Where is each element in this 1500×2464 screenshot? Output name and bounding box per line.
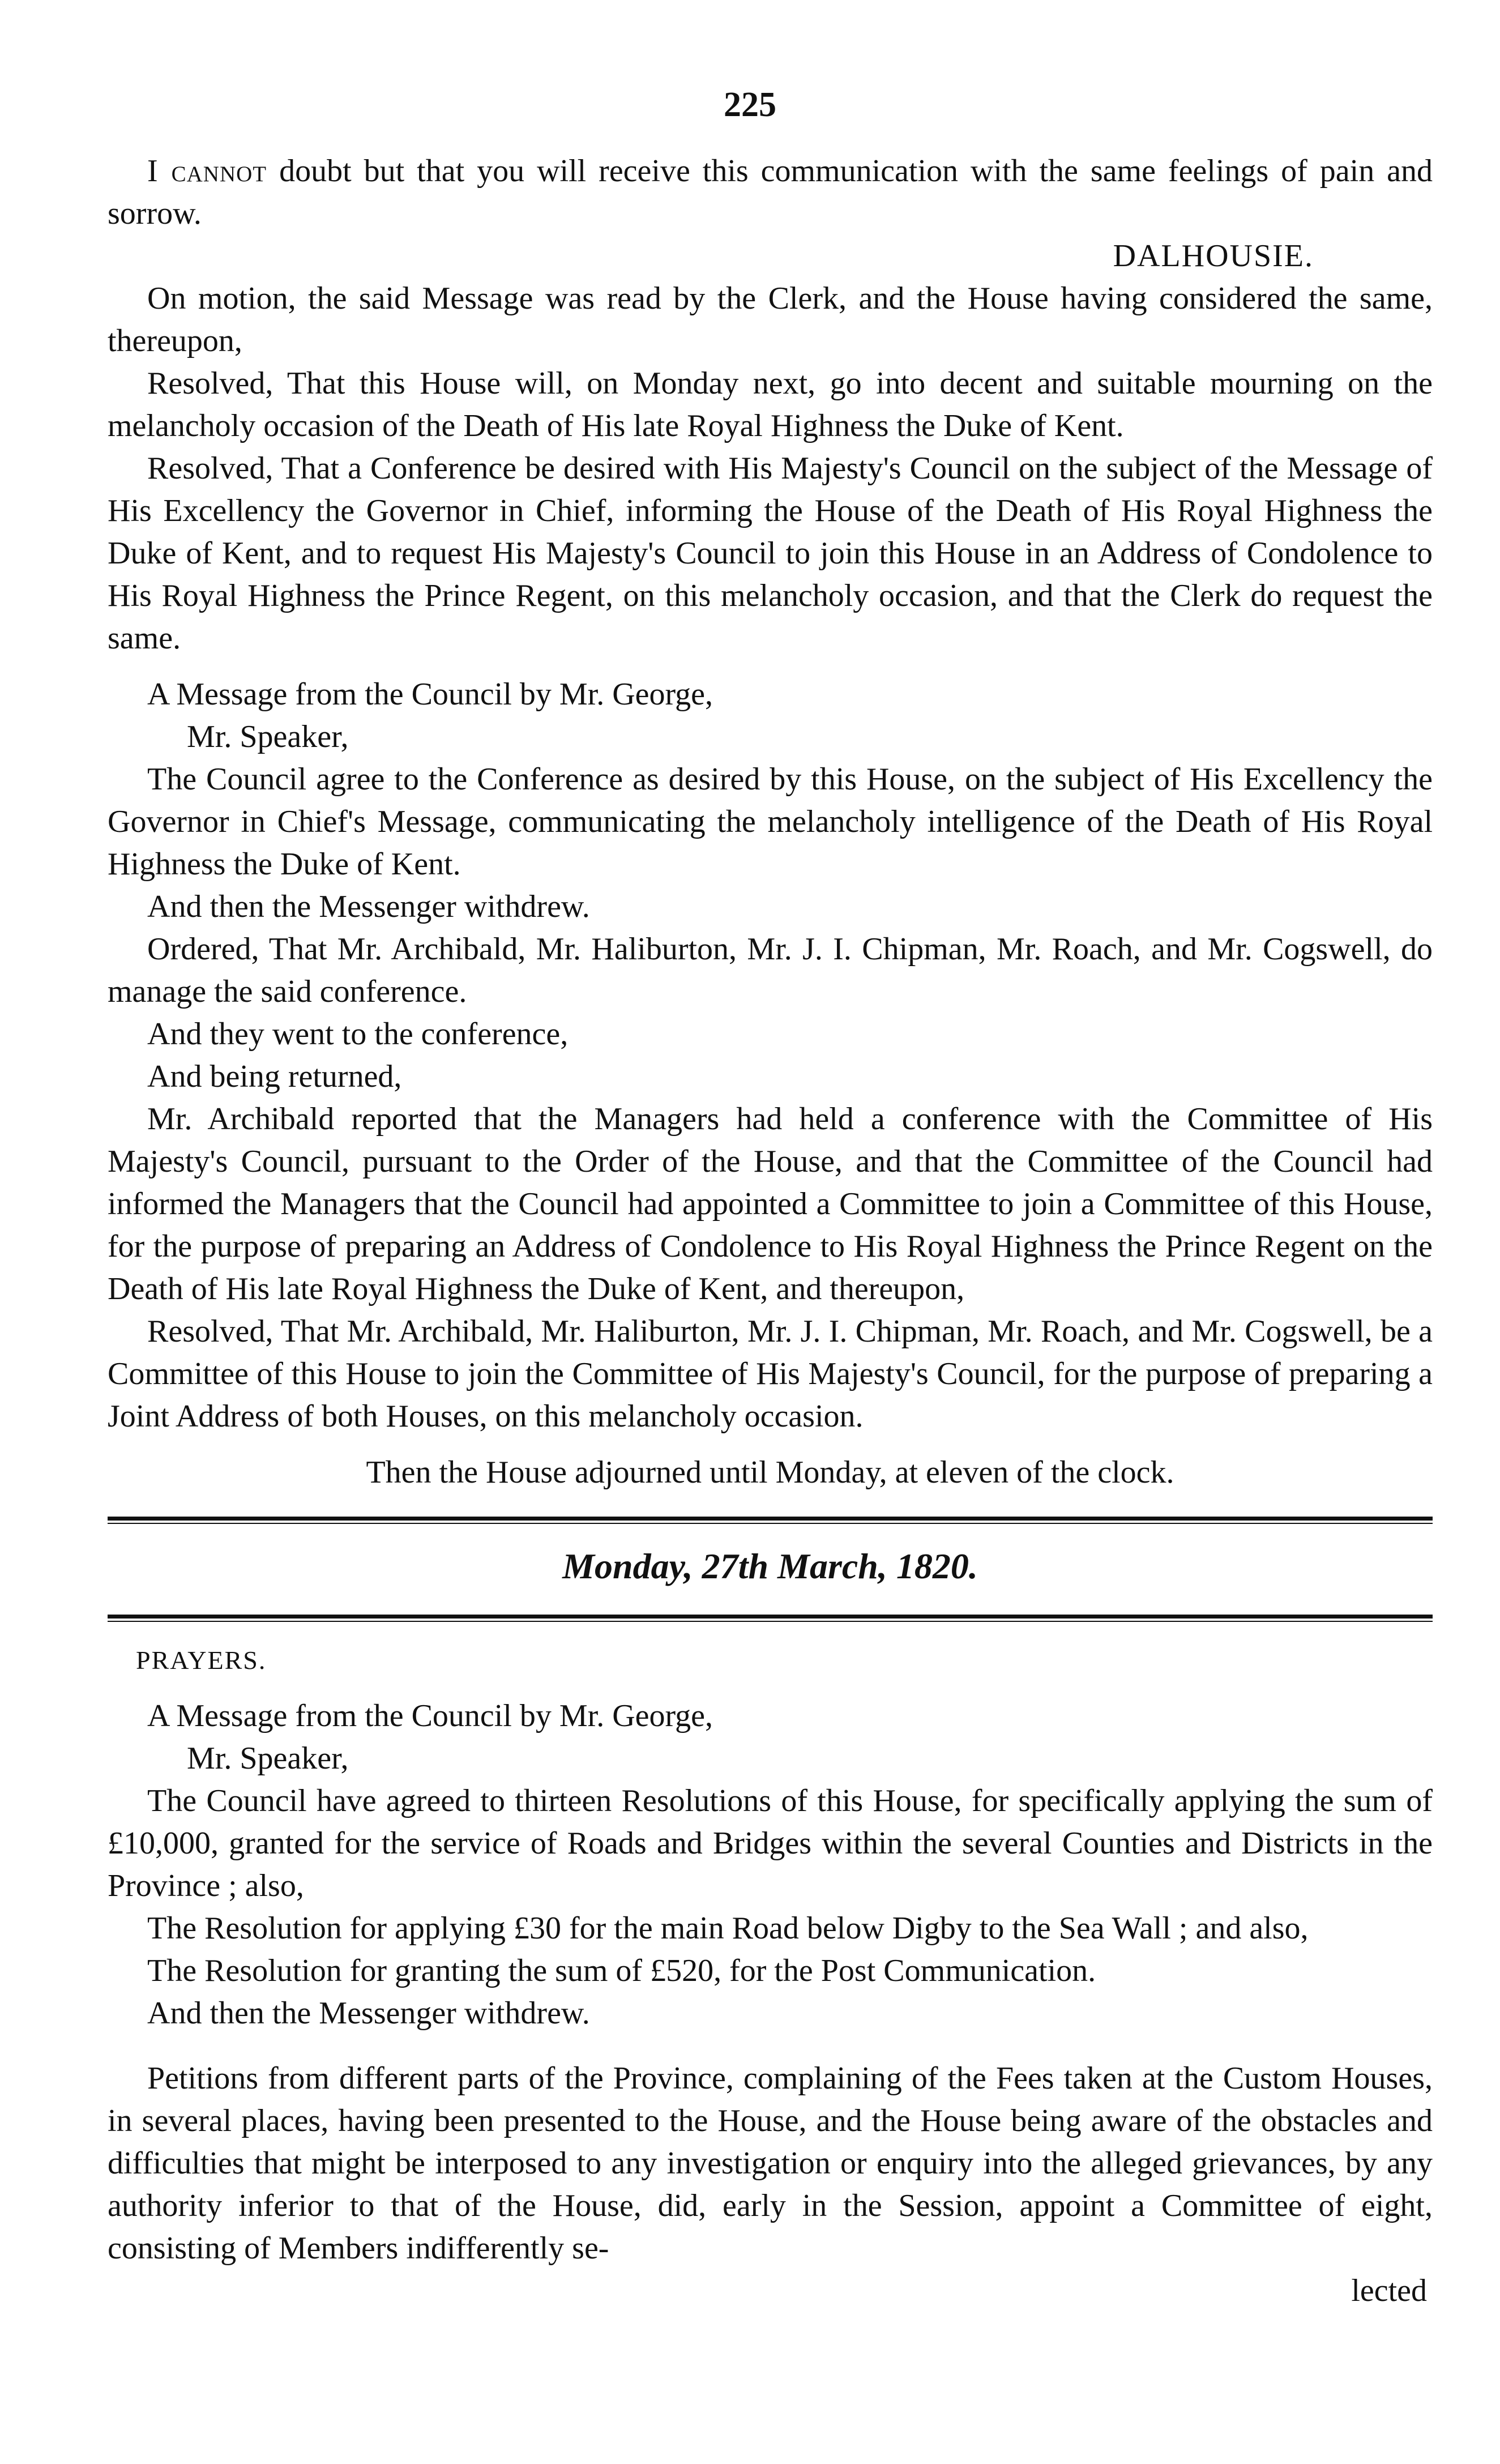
paragraph-resolved-committee: Resolved, That Mr. Archibald, Mr. Haliburton, Mr. J. I. Chipman, Mr. Roach, and Mr. Cogswell, be a Committee of this House to join the Committee of His Majesty's Council, for the purpose of preparing a Joint Address of both Houses, on this melancholy occasion. [108,1314,1433,1434]
signature-line [108,235,1433,277]
catchword: lected [1351,2273,1427,2308]
section-rule-bottom [108,1615,1433,1622]
section-rule-top [108,1517,1433,1524]
council-message-2-item-road: The Resolution for applying £30 for the main Road below Digby to the Sea Wall ; and also, [147,1911,1309,1946]
date-heading: Monday, 27th March, 1820. [562,1546,978,1586]
council-message-2-item-post: The Resolution for granting the sum of £520, for the Post Communication. [147,1953,1096,1988]
signature: DALHOUSIE. [1113,238,1314,274]
paragraph-conference: And they went to the conference, [147,1017,569,1052]
council-message-intro: A Message from the Council by Mr. George, [147,677,713,712]
page-content [108,150,1433,2312]
opening-paragraph [108,150,1433,235]
messenger-withdrew-2: And then the Messenger withdrew. [147,1996,590,2031]
paragraph-petitions: Petitions from different parts of the Province, complaining of the Fees taken at the Custom Houses, in several places, having been presented to the House, and the House being aware of the obstacles and difficulties that might be interposed to any investigation or enquiry into the alleged grievances, by any authority inferior to that of the House, did, early in the Session, appoint a Committee of eight, consisting of Members indifferently se- [108,2061,1433,2266]
council-message-salutation: Mr. Speaker, [187,719,349,754]
paragraph-report: Mr. Archibald reported that the Managers had held a conference with the Committee of His Majesty's Council, pursuant to the Order of the House, and that the Committee of the Council had informed the Managers that the Council had appointed a Committee to join a Committee of this House, for the purpose of preparing an Address of Condolence to His Royal Highness the Prince Regent on the Death of His late Royal Highness the Duke of Kent, and thereupon, [108,1101,1433,1306]
paragraph-returned: And being returned, [147,1059,402,1094]
prayers-heading: PRAYERS. [136,1646,267,1675]
messenger-withdrew: And then the Messenger withdrew. [147,889,590,924]
paragraph-motion: On motion, the said Message was read by the Clerk, and the House having considered the same, thereupon, [108,281,1433,358]
council-message-body: The Council agree to the Conference as desired by this House, on the subject of His Excellency the Governor in Chief's Message, communicating the melancholy intelligence of the Death of His Royal Highness the Duke of Kent. [108,762,1433,882]
opening-lead: I cannot [147,153,267,189]
paragraph-ordered: Ordered, That Mr. Archibald, Mr. Haliburton, Mr. J. I. Chipman, Mr. Roach, and Mr. Cogswell, do manage the said conference. [108,932,1433,1009]
paragraph-resolved-conference: Resolved, That a Conference be desired with His Majesty's Council on the subject of the Message of His Excellency the Governor in Chief, informing the House of the Death of His Royal Highness the Duke of Kent, and to request His Majesty's Council to join this House in an Address of Condolence to His Royal Highness the Prince Regent, on this melancholy occasion, and that the Clerk do request the same. [108,451,1433,656]
council-message-2-salutation: Mr. Speaker, [187,1741,349,1776]
opening-text: doubt but that you will receive this communication with the same feelings of pain and sorrow. [108,153,1433,231]
council-message-2-intro: A Message from the Council by Mr. George, [147,1698,713,1733]
adjournment: Then the House adjourned until Monday, at eleven of the clock. [366,1455,1174,1490]
council-message-2-body: The Council have agreed to thirteen Resolutions of this House, for specifically applying the sum of £10,000, granted for the service of Roads and Bridges within the several Counties and Districts in the Province ; also, [108,1783,1433,1903]
paragraph-resolved-mourning: Resolved, That this House will, on Monday next, go into decent and suitable mourning on the melancholy occasion of the Death of His late Royal Highness the Duke of Kent. [108,366,1433,443]
page-number: 225 [724,86,776,124]
